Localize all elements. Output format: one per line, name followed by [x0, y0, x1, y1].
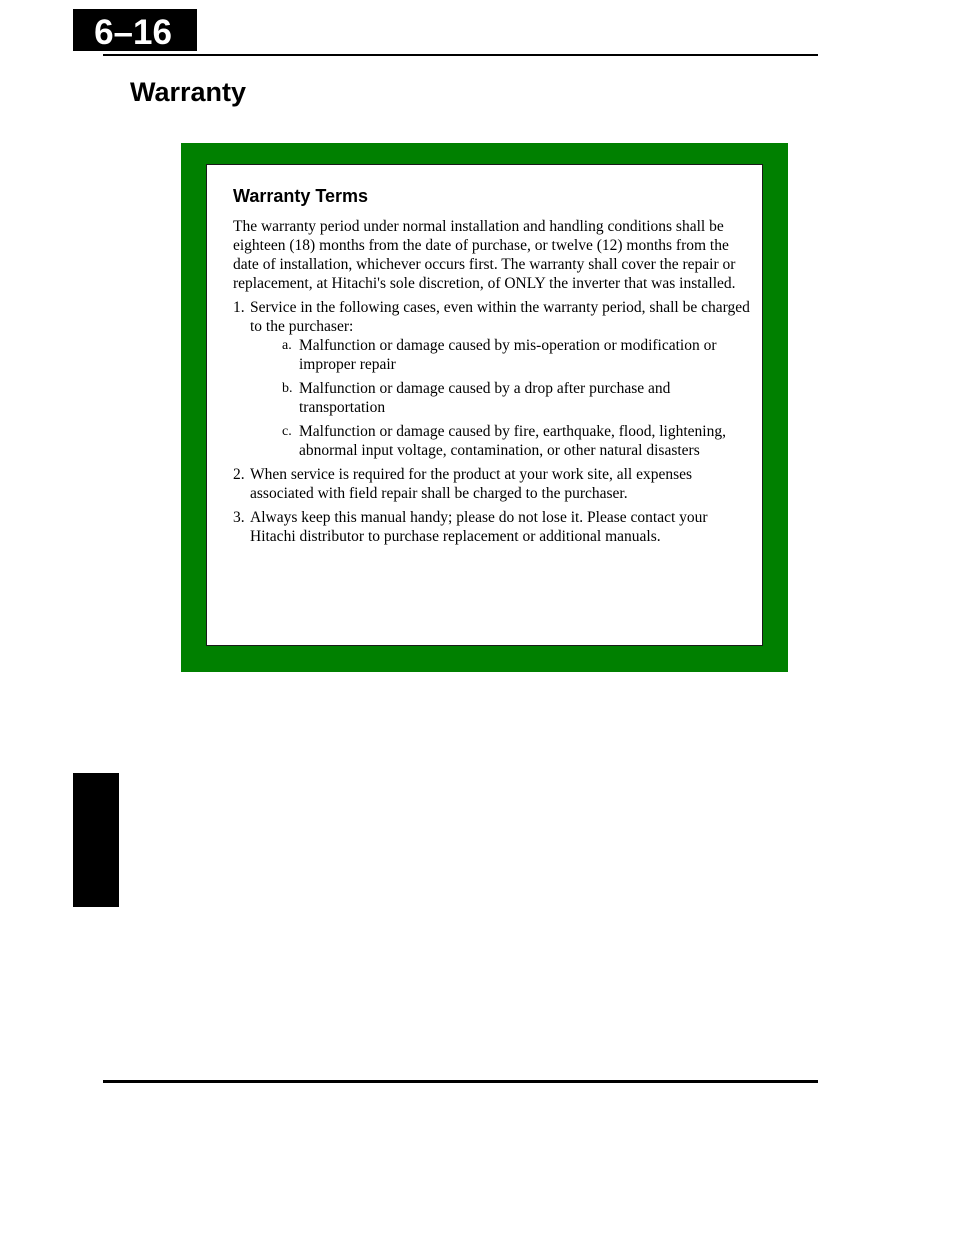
section-title: Warranty: [130, 77, 247, 107]
list-item: [250, 379, 752, 417]
item-letter: c.: [282, 424, 292, 439]
warranty-terms-title: Warranty Terms: [233, 186, 369, 206]
chapter-side-tab: [73, 773, 119, 907]
item-letter: b.: [282, 381, 293, 396]
list-item: [233, 465, 752, 503]
warranty-terms-box: [206, 164, 763, 646]
list-item: [250, 422, 752, 460]
item-text: Malfunction or damage caused by a drop after purchase and transportation: [299, 380, 671, 416]
item-letter: a.: [282, 338, 292, 353]
item-text: When service is required for the product at your work site, all expenses associated with field repair shall be charged to the purchaser.: [250, 466, 693, 502]
warranty-conditions-list: [233, 298, 752, 546]
warranty-intro: The warranty period under normal installation and handling conditions shall be eighteen (18) months from the date of purchase, or twelve (12) months from the date of installation, whichever occurs first. The warranty shall cover the repair or replacement, at Hitachi's sole discretion, of ONLY the inverter that was installed.: [233, 218, 736, 292]
item-number: 3.: [233, 509, 245, 526]
item-number: 2.: [233, 466, 245, 483]
page-number-tab: [73, 9, 197, 51]
header-rule: [103, 54, 818, 56]
list-item: [233, 298, 752, 460]
item-text: Malfunction or damage caused by fire, earthquake, flood, lightening, abnormal input voltage, contamination, or other natural disasters: [299, 423, 726, 459]
charged-cases-list: [250, 336, 752, 460]
item-number: 1.: [233, 299, 245, 316]
page-number: 6–16: [94, 13, 172, 52]
footer-rule: [103, 1080, 818, 1083]
item-text: Always keep this manual handy; please do not lose it. Please contact your Hitachi distributor to purchase replacement or additional manuals.: [250, 509, 708, 545]
list-item: [233, 508, 752, 546]
list-item: [250, 336, 752, 374]
item-text: Malfunction or damage caused by mis-operation or modification or improper repair: [299, 337, 717, 373]
item-text: Service in the following cases, even within the warranty period, shall be charged to the purchaser:: [250, 299, 750, 335]
